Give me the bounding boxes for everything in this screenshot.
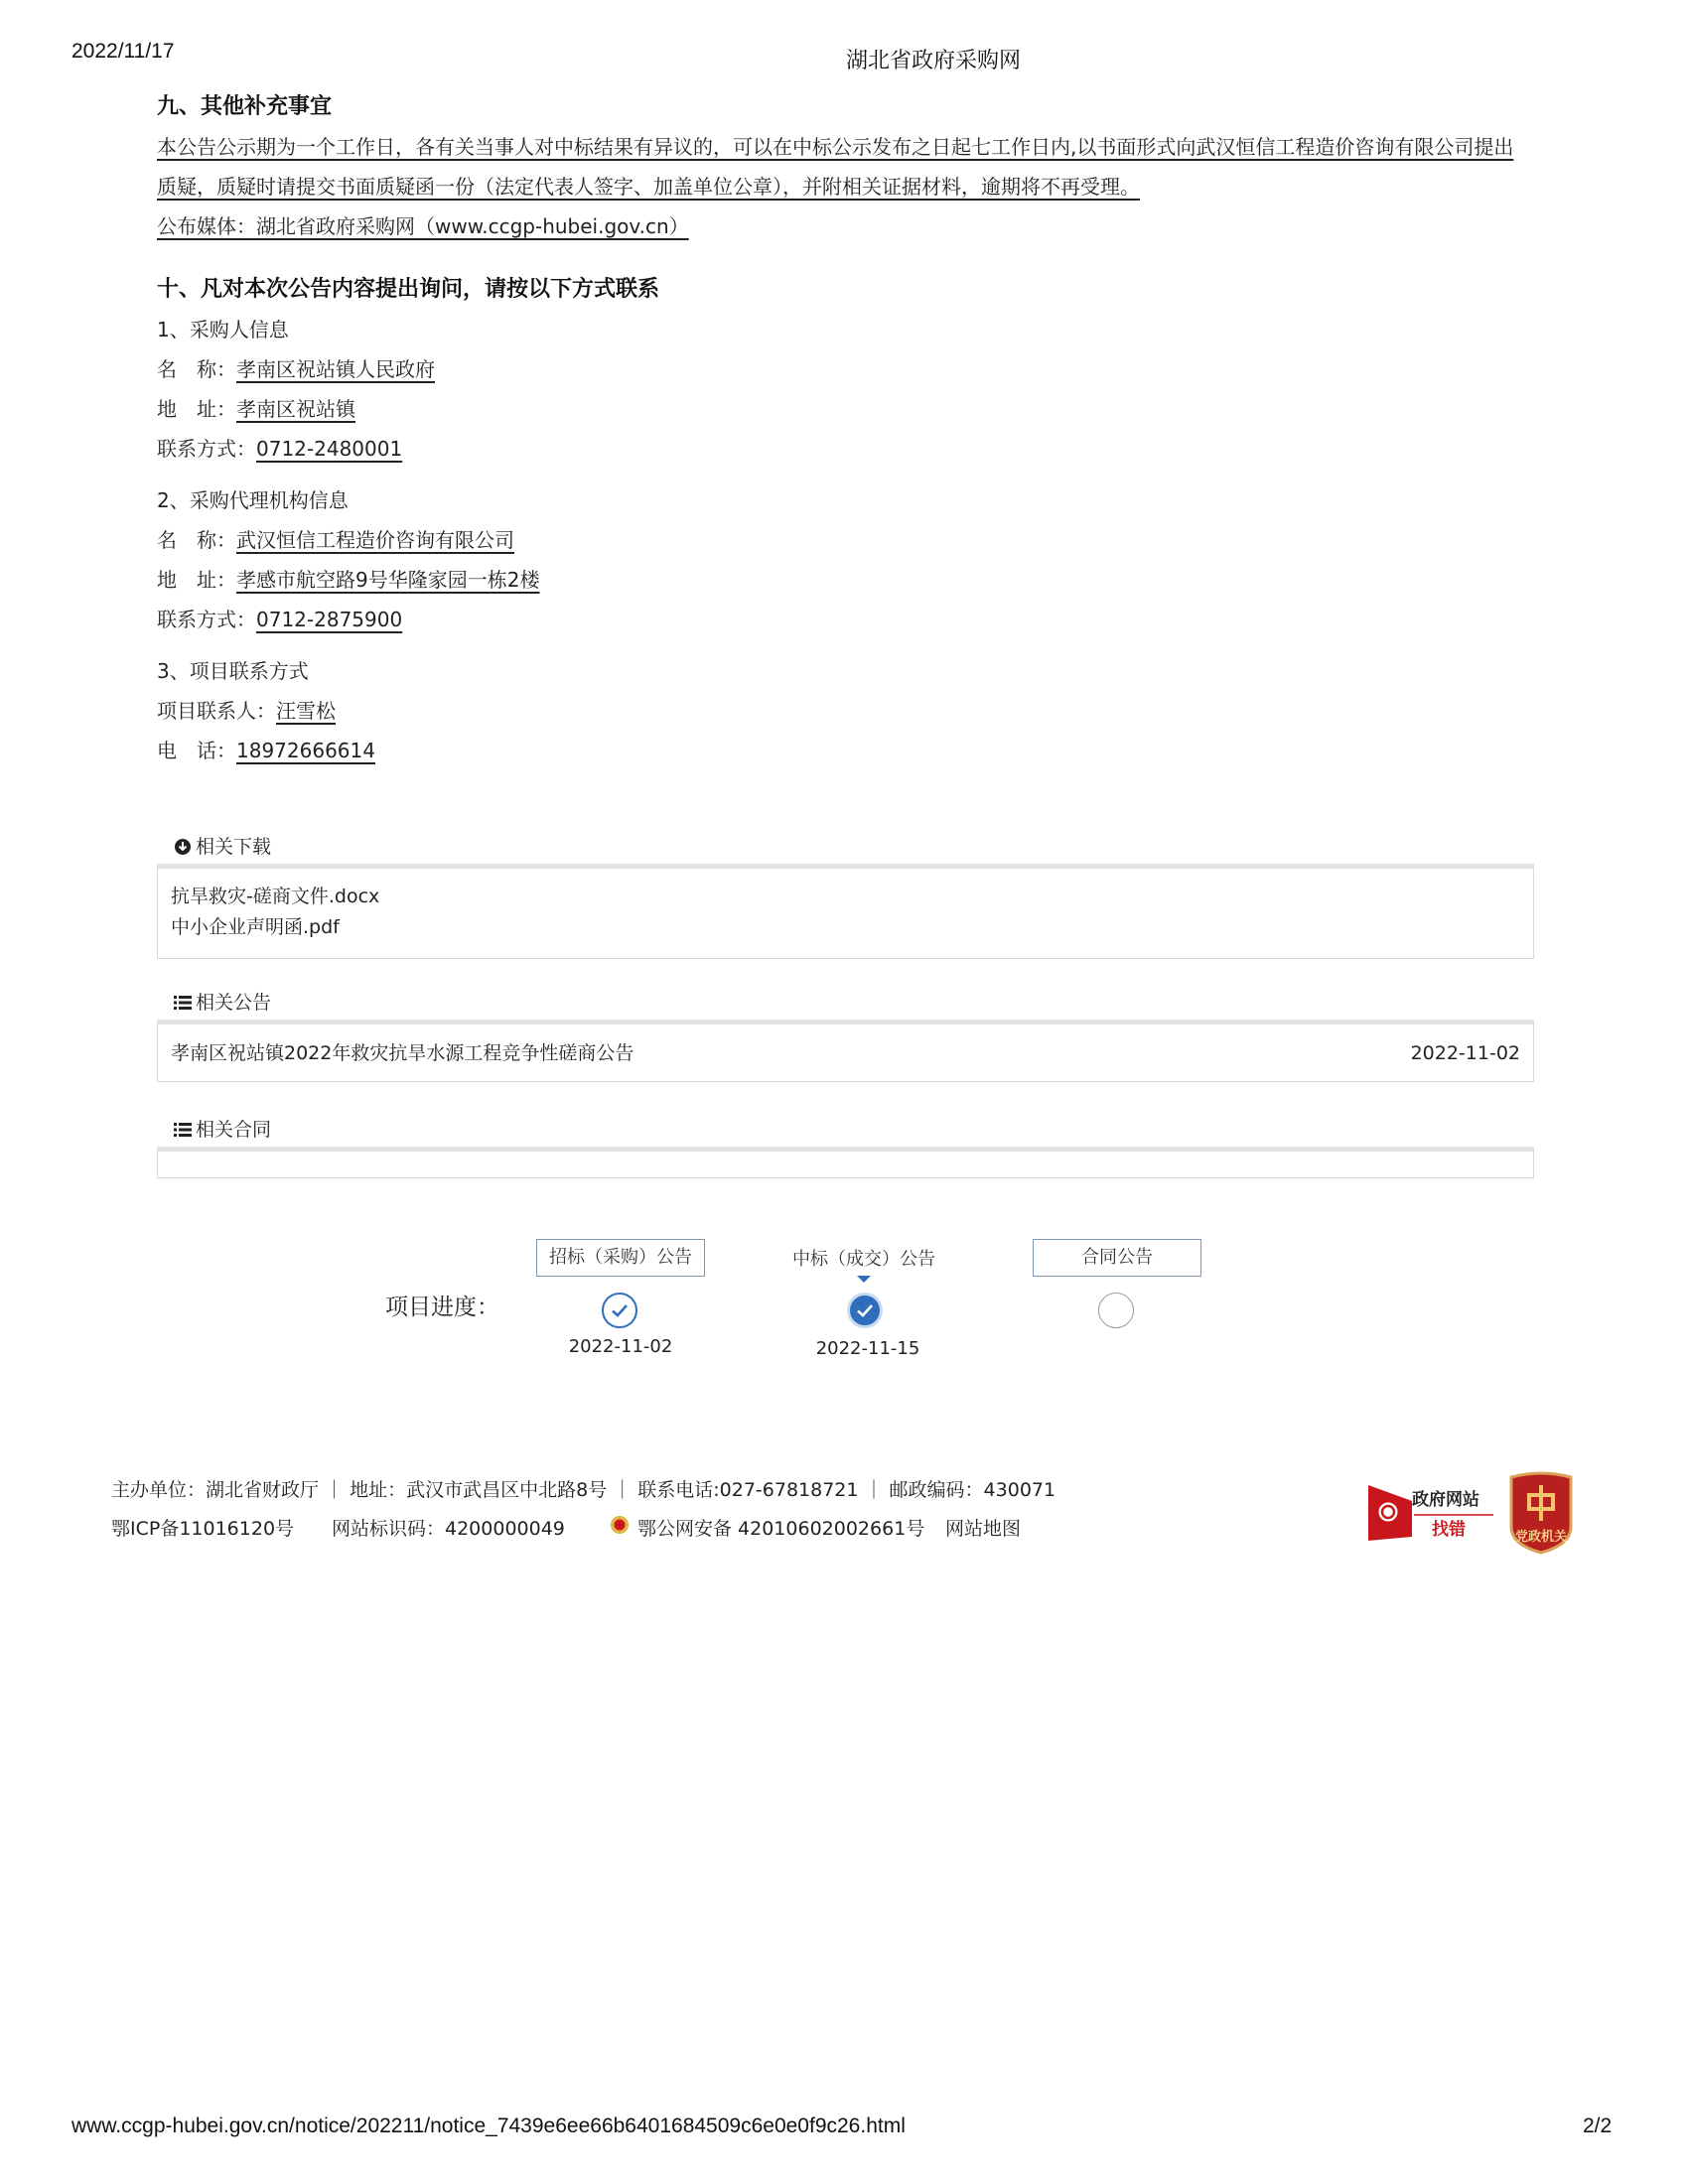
- section-9-paragraph-line2: 质疑，质疑时请提交书面质疑函一份（法定代表人签字、加盖单位公章），并附相关证据材料，逾期将不再受理。: [157, 175, 1140, 199]
- step-1-date: 2022-11-02: [568, 1336, 673, 1357]
- gov-site-error-report-badge[interactable]: [1366, 1479, 1495, 1543]
- current-step-caret-icon: [857, 1276, 871, 1283]
- print-page-title: 湖北省政府采购网: [845, 48, 1021, 72]
- step-3-empty-circle-icon: [1098, 1293, 1134, 1328]
- list-icon: [174, 1121, 192, 1139]
- related-contracts-heading-row: [174, 1115, 271, 1142]
- download-link-1[interactable]: 抗旱救灾-磋商文件.docx: [171, 886, 380, 907]
- party-gov-organ-badge[interactable]: [1505, 1471, 1577, 1555]
- checkmark-icon: [850, 1296, 880, 1325]
- step-2-date: 2022-11-15: [815, 1338, 920, 1359]
- related-notice-row[interactable]: [158, 1024, 1533, 1082]
- project-contact-title: 3、项目联系方式: [157, 659, 309, 683]
- media-label: 公布媒体：: [157, 214, 256, 238]
- agency-title: 2、采购代理机构信息: [157, 488, 349, 512]
- media-row: [157, 206, 1537, 246]
- related-notices-heading-row: [174, 988, 271, 1015]
- related-notices-heading: 相关公告: [196, 992, 272, 1014]
- project-phone-value: 18972666614: [236, 739, 375, 762]
- purchaser-address-label: 地 址：: [157, 397, 236, 421]
- footer-site-id: 网站标识码：4200000049: [332, 1518, 565, 1540]
- purchaser-contact-label: 联系方式：: [157, 437, 256, 461]
- downloads-panel: [157, 864, 1534, 959]
- section-10-heading: 十、凡对本次公告内容提出询问，请按以下方式联系: [157, 277, 660, 302]
- step-tender-notice-button[interactable]: 招标（采购）公告: [536, 1239, 705, 1277]
- agency-address-row: [157, 560, 1537, 600]
- downloads-heading: 相关下载: [196, 836, 272, 858]
- purchaser-contact-value: 0712-2480001: [256, 437, 403, 461]
- print-page-number: 2/2: [1583, 2115, 1613, 2137]
- downloads-list: [158, 869, 1533, 956]
- related-notice-title[interactable]: 孝南区祝站镇2022年救灾抗旱水源工程竞争性磋商公告: [171, 1042, 634, 1064]
- agency-name-row: [157, 520, 1537, 560]
- project-person-row: [157, 691, 1537, 731]
- related-contracts-heading: 相关合同: [196, 1119, 272, 1141]
- agency-address-label: 地 址：: [157, 568, 236, 592]
- footer-police-record[interactable]: 鄂公网安备 42010602002661号: [637, 1518, 925, 1540]
- footer-sitemap-link[interactable]: 网站地图: [945, 1518, 1022, 1540]
- related-contracts-panel: [157, 1147, 1534, 1178]
- agency-name-value: 武汉恒信工程造价咨询有限公司: [236, 528, 514, 552]
- purchaser-title: 1、采购人信息: [157, 318, 289, 341]
- download-link-2[interactable]: 中小企业声明函.pdf: [171, 916, 340, 938]
- list-icon: [174, 994, 192, 1012]
- step-contract-notice-button[interactable]: 合同公告: [1033, 1239, 1201, 1277]
- agency-name-label: 名 称：: [157, 528, 236, 552]
- agency-contact-label: 联系方式：: [157, 608, 256, 631]
- purchaser-contact-row: [157, 429, 1537, 469]
- purchaser-address-value: 孝南区祝站镇: [236, 397, 355, 421]
- print-date: 2022/11/17: [71, 40, 175, 63]
- agency-contact-value: 0712-2875900: [256, 608, 403, 631]
- footer-line-1: 主办单位：湖北省财政厅 ｜ 地址：武汉市武昌区中北路8号 ｜ 联系电话:027-67818721 ｜ 邮政编码：430071: [111, 1479, 1056, 1501]
- downloads-heading-row: [174, 832, 271, 859]
- purchaser-name-row: [157, 349, 1537, 389]
- agency-address-value: 孝感市航空路9号华隆家园一栋2楼: [236, 568, 540, 592]
- step-1-check-icon: [602, 1293, 637, 1328]
- related-notice-date: 2022-11-02: [1410, 1042, 1520, 1064]
- section-9-heading: 九、其他补充事宜: [157, 94, 333, 119]
- badge2-text: 党政机关: [1514, 1530, 1567, 1545]
- progress-label: 项目进度：: [385, 1295, 499, 1320]
- section-9-paragraph-line2-wrap: [157, 167, 1537, 206]
- project-person-label: 项目联系人：: [157, 699, 276, 723]
- media-value: 湖北省政府采购网（www.ccgp-hubei.gov.cn）: [256, 214, 689, 238]
- project-phone-label: 电 话：: [157, 739, 236, 762]
- section-9-paragraph-line1: 本公告公示期为一个工作日，各有关当事人对中标结果有异议的，可以在中标公示发布之日起七工作日内,以书面形式向武汉恒信工程造价咨询有限公司提出: [157, 135, 1514, 159]
- purchaser-name-label: 名 称：: [157, 357, 236, 381]
- footer-icp[interactable]: 鄂ICP备11016120号: [111, 1518, 295, 1540]
- police-emblem-icon: [610, 1515, 630, 1535]
- print-url: www.ccgp-hubei.gov.cn/notice/202211/notice_7439e6ee66b6401684509c6e0e0f9c26.html: [71, 2115, 906, 2137]
- notice-content: [157, 87, 1537, 770]
- step-award-notice-label[interactable]: 中标（成交）公告: [792, 1249, 935, 1270]
- project-person-value: 汪雪松: [276, 699, 336, 723]
- agency-contact-row: [157, 600, 1537, 639]
- checkmark-icon: [604, 1295, 635, 1326]
- purchaser-name-value: 孝南区祝站镇人民政府: [236, 357, 435, 381]
- project-phone-row: [157, 731, 1537, 770]
- badge1-bottom-text: 找错: [1432, 1520, 1466, 1540]
- download-circle-icon: [174, 838, 192, 856]
- purchaser-address-row: [157, 389, 1537, 429]
- step-2-check-icon: [847, 1293, 883, 1328]
- badge1-top-text: 政府网站: [1412, 1490, 1479, 1510]
- related-notices-panel: [157, 1020, 1534, 1082]
